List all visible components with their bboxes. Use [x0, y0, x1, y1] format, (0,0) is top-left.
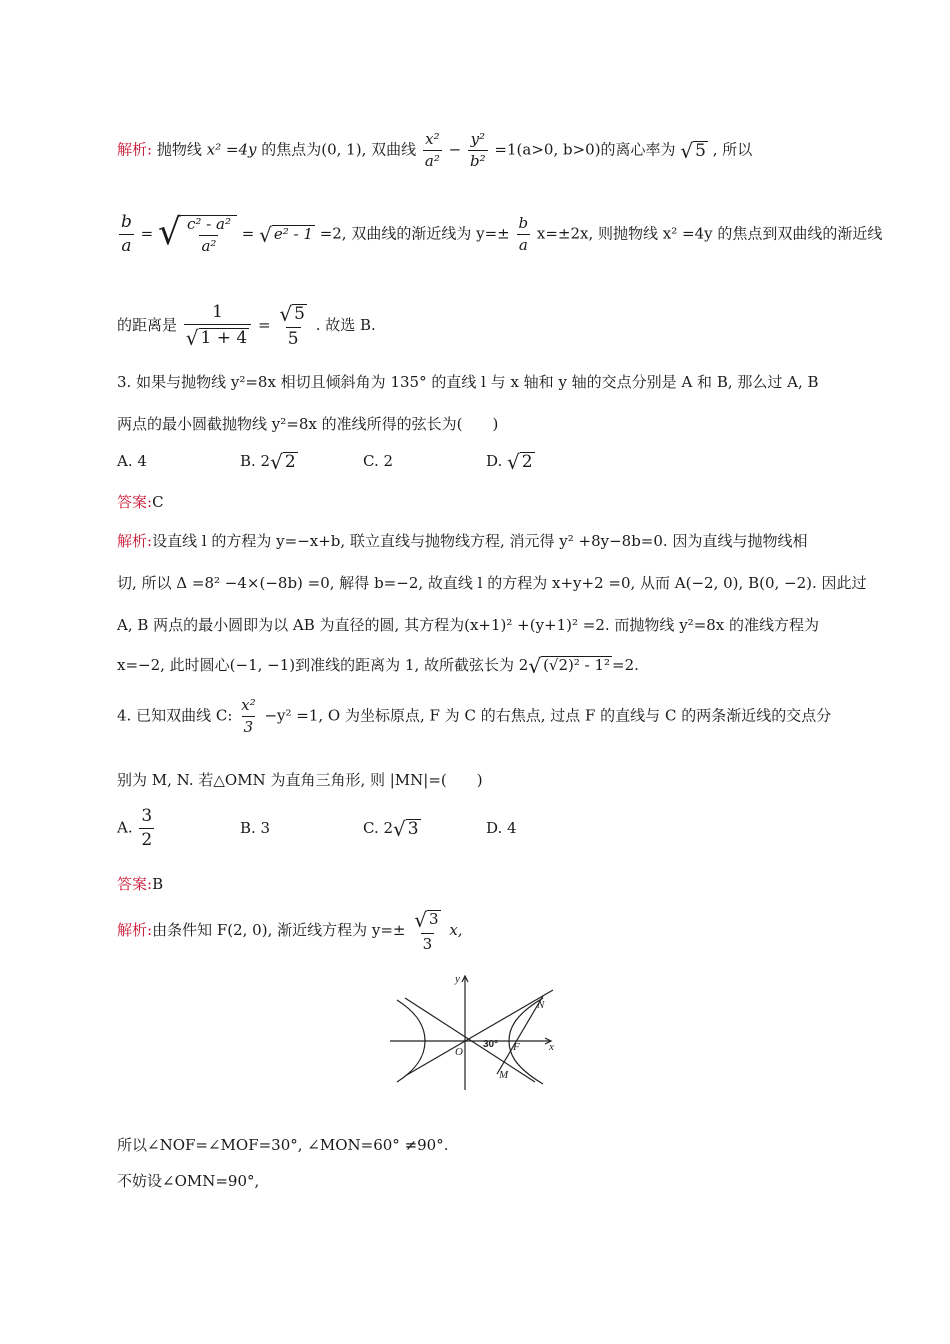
- radicand: 3: [407, 818, 419, 839]
- text: 的焦点为(0, 1), 双曲线: [261, 140, 417, 159]
- denominator: 5: [287, 329, 299, 349]
- equation: x² =4y: [206, 140, 257, 159]
- text: , 所以: [712, 140, 753, 159]
- text: x=−2, 此时圆心(−1, −1)到准线的距离为 1, 故所截弦长为 2: [117, 656, 529, 674]
- text: 设直线 l 的方程为 y=−x+b, 联立直线与抛物线方程, 消元得 y² +8y−8b=0. 因为直线与抛物线相: [152, 532, 808, 550]
- denominator: a²: [201, 237, 217, 255]
- question-4-analysis-1: [117, 910, 463, 952]
- angle-label: 30°: [483, 1039, 499, 1050]
- question-4-conclusion-1: 所以∠NOF=∠MOF=30°, ∠MON=60° ≠90°.: [117, 1136, 449, 1154]
- fraction: [517, 216, 531, 253]
- fraction: [277, 304, 309, 348]
- text: 的距离是: [117, 316, 178, 334]
- question-4-options: [117, 808, 609, 849]
- option-a: A. 4: [117, 452, 147, 470]
- option-c-label: C. 2: [363, 818, 394, 837]
- square-root: √ 5: [279, 302, 305, 326]
- square-root: √ $\frac{\text{c² - a²}}{\text{a²}}$: [158, 215, 237, 254]
- square-root: √ 3: [393, 816, 419, 841]
- text: −y² =1, O 为坐标原点, F 为 C 的右焦点, 过点 F 的直线与 C 的两条渐近线的交点分: [264, 706, 832, 725]
- fraction: [119, 214, 134, 255]
- question-4-line-2: 别为 M, N. 若△OMN 为直角三角形, 则 |MN|=( ): [117, 771, 483, 789]
- text: =1(a>0, b>0)的离心率为: [494, 140, 676, 159]
- square-root: √ e² - 1: [259, 222, 313, 247]
- denominator: b²: [470, 152, 486, 170]
- numerator: 3: [141, 806, 153, 826]
- fraction: [468, 132, 488, 169]
- question-3-analysis-4: [117, 656, 639, 676]
- analysis-label: 解析:: [117, 140, 153, 159]
- radicand: (√2)² - 1²: [543, 656, 611, 674]
- answer-label: 答案:: [117, 493, 153, 511]
- square-root: √ (√2)² - 1²: [528, 654, 611, 678]
- radicand: 5: [695, 140, 706, 161]
- hyperbola-figure: [385, 968, 565, 1093]
- analysis-paragraph-2: [117, 214, 882, 255]
- numerator: x²: [425, 130, 440, 148]
- question-4-answer: [117, 877, 163, 892]
- numerator: c² - a²: [186, 215, 231, 233]
- text: x,: [449, 921, 463, 939]
- denominator: 2: [141, 830, 153, 850]
- denominator: 3: [243, 718, 254, 736]
- numerator: y²: [470, 130, 486, 148]
- analysis-paragraph-3: [117, 304, 376, 348]
- fraction: [185, 217, 233, 254]
- option-b: [240, 452, 363, 472]
- denominator: a: [121, 236, 132, 256]
- option-a-label: A.: [117, 818, 138, 837]
- answer-value: B: [152, 875, 164, 893]
- equals-sign: =: [258, 316, 271, 334]
- equals-sign: =: [140, 224, 154, 243]
- numerator: b: [121, 212, 132, 232]
- text: =2, 双曲线的渐近线为 y=±: [319, 224, 510, 243]
- text: 4. 已知双曲线 C:: [117, 706, 233, 725]
- text: 抛物线: [156, 140, 202, 159]
- denominator: 3: [422, 935, 433, 953]
- fraction: [412, 910, 442, 952]
- point-f-label: F: [513, 1041, 520, 1053]
- radicand: 5: [294, 304, 305, 324]
- denominator: a²: [424, 152, 440, 170]
- option-b-label: B. 2: [240, 452, 271, 470]
- question-3-analysis-1: [117, 534, 807, 549]
- fraction: [139, 808, 154, 849]
- square-root: √ 3: [414, 908, 439, 932]
- radicand: e² - 1: [273, 224, 313, 243]
- question-3-analysis-2: 切, 所以 Δ =8² −4×(−8b) =0, 解得 b=−2, 故直线 l 的方程为 x+y+2 =0, 从而 A(−2, 0), B(0, −2). 因此过: [117, 574, 867, 592]
- question-4-line-1: [117, 698, 831, 735]
- point-m-label: M: [499, 1069, 509, 1081]
- option-c: [363, 816, 486, 841]
- option-b: B. 3: [240, 818, 271, 837]
- question-4-conclusion-2: 不妨设∠OMN=90°,: [117, 1172, 260, 1190]
- question-3-answer: [117, 495, 164, 510]
- option-d: [486, 452, 609, 472]
- numerator: x²: [241, 696, 256, 714]
- square-root: √ 2: [270, 450, 296, 474]
- analysis-label: 解析:: [117, 532, 153, 550]
- question-3-line-2: 两点的最小圆截抛物线 y²=8x 的准线所得的弦长为( ): [117, 415, 499, 433]
- x-axis-label: x: [549, 1041, 554, 1053]
- square-root: √ 1 + 4: [185, 326, 248, 350]
- fraction: [184, 304, 251, 348]
- radicand: 3: [429, 910, 439, 928]
- denominator: a: [518, 236, 528, 254]
- fraction: [423, 132, 442, 169]
- point-n-label: N: [537, 999, 545, 1011]
- option-a: [117, 808, 240, 849]
- question-3-options: [117, 452, 609, 472]
- analysis-paragraph-1: [117, 132, 752, 169]
- asymptote-rising: [405, 990, 553, 1076]
- y-axis-label: y: [455, 973, 460, 985]
- option-c: C. 2: [363, 452, 394, 470]
- square-root: √ 5: [680, 138, 706, 163]
- question-3-analysis-3: A, B 两点的最小圆即为以 AB 为直径的圆, 其方程为(x+1)² +(y+1)² =2. 而抛物线 y²=8x 的准线方程为: [117, 616, 820, 634]
- minus-sign: −: [448, 140, 462, 159]
- text: 由条件知 F(2, 0), 渐近线方程为 y=±: [152, 921, 406, 939]
- fraction: [239, 698, 257, 735]
- analysis-label: 解析:: [117, 921, 153, 939]
- text: x=±2x, 则抛物线 x² =4y 的焦点到双曲线的渐近线: [536, 224, 883, 243]
- option-d: D. 4: [486, 818, 517, 837]
- square-root: √ 2: [507, 450, 533, 474]
- radicand: 1 + 4: [200, 328, 248, 348]
- equals-sign: =: [241, 224, 255, 243]
- origin-label: O: [455, 1046, 463, 1058]
- option-d-label: D.: [486, 452, 508, 470]
- text: . 故选 B.: [315, 316, 376, 334]
- numerator: 1: [212, 302, 223, 322]
- answer-value: C: [152, 493, 164, 511]
- question-3-line-1: 3. 如果与抛物线 y²=8x 相切且倾斜角为 135° 的直线 l 与 x 轴和 y 轴的交点分别是 A 和 B, 那么过 A, B: [117, 373, 819, 391]
- radicand: 2: [521, 452, 533, 472]
- radicand: 2: [284, 452, 296, 472]
- text: =2.: [612, 656, 639, 674]
- numerator: b: [518, 214, 529, 232]
- answer-label: 答案:: [117, 875, 153, 893]
